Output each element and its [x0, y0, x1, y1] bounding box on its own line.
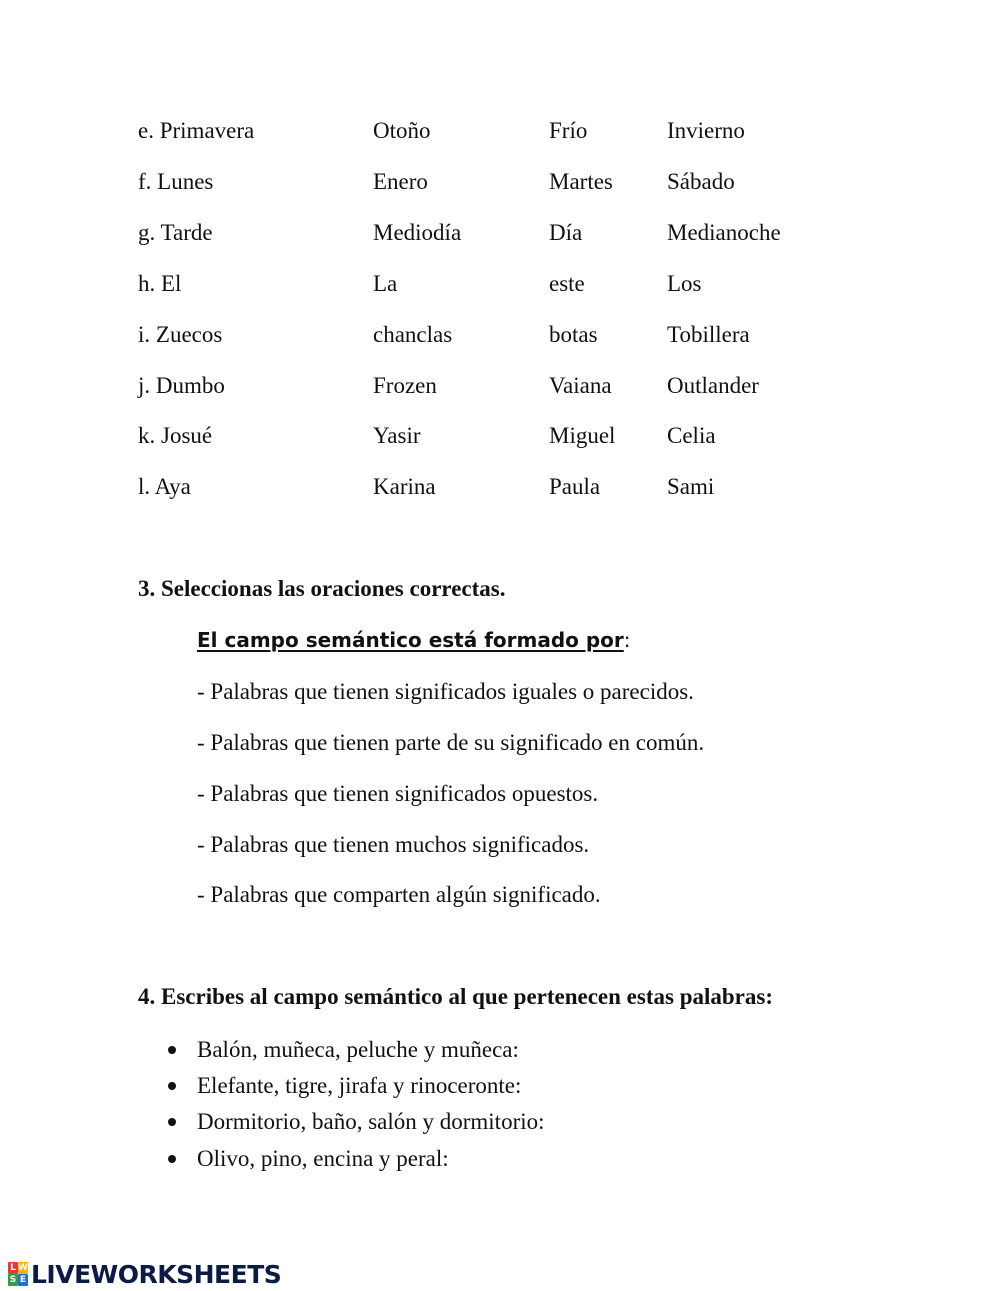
section-3-subtitle	[197, 625, 631, 655]
table-cell: l. Aya	[138, 474, 191, 499]
bullet-icon	[168, 1118, 176, 1126]
table-cell: i. Zuecos	[138, 322, 223, 347]
logo-mark-cell: S	[9, 1275, 17, 1285]
table-cell: Outlander	[667, 373, 759, 398]
logo-mark-cell: W	[18, 1263, 28, 1273]
table-cell: Yasir	[373, 423, 421, 448]
liveworksheets-logo[interactable]	[8, 1258, 281, 1290]
table-cell: Frío	[549, 118, 588, 143]
table-cell: chanclas	[373, 322, 453, 347]
table-cell: Sábado	[667, 169, 735, 194]
table-cell: j. Dumbo	[138, 373, 225, 398]
table-cell: Frozen	[373, 373, 437, 398]
table-row	[0, 216, 1000, 250]
table-row	[0, 165, 1000, 199]
table-cell: f. Lunes	[138, 169, 214, 194]
list-item-text: Dormitorio, baño, salón y dormitorio:	[197, 1109, 545, 1134]
table-cell: este	[549, 271, 585, 296]
table-cell: Los	[667, 271, 702, 296]
logo-mark-icon	[8, 1262, 28, 1286]
table-cell: Medianoche	[667, 220, 781, 245]
table-cell: Karina	[373, 474, 436, 499]
table-cell: Invierno	[667, 118, 745, 143]
table-cell: Otoño	[373, 118, 431, 143]
table-row	[0, 369, 1000, 403]
answer-option[interactable]: - Palabras que tienen significados opuestos.	[197, 781, 599, 806]
bullet-icon	[168, 1155, 176, 1163]
table-cell: Celia	[667, 423, 716, 448]
table-row	[0, 114, 1000, 148]
answer-option[interactable]: - Palabras que tienen parte de su significado en común.	[197, 730, 705, 755]
list-item-text: Olivo, pino, encina y peral:	[197, 1146, 449, 1171]
table-row	[0, 267, 1000, 301]
section-4-title: 4. Escribes al campo semántico al que pertenecen estas palabras:	[138, 984, 773, 1009]
answer-option[interactable]: - Palabras que tienen significados iguales o parecidos.	[197, 679, 694, 704]
bullet-icon	[168, 1082, 176, 1090]
table-row	[0, 470, 1000, 504]
table-cell: e. Primavera	[138, 118, 255, 143]
logo-mark-cell: L	[8, 1262, 18, 1274]
table-cell: Enero	[373, 169, 428, 194]
table-row	[0, 419, 1000, 453]
section-3-subtitle-colon: :	[623, 628, 631, 652]
answer-option[interactable]: - Palabras que comparten algún significado.	[197, 882, 601, 907]
logo-text: LIVEWORKSHEETS	[31, 1259, 282, 1289]
logo-mark-cell: E	[19, 1275, 27, 1285]
table-cell: g. Tarde	[138, 220, 213, 245]
table-cell: Paula	[549, 474, 601, 499]
table-cell: botas	[549, 322, 598, 347]
section-3-title: 3. Seleccionas las oraciones correctas.	[138, 576, 506, 601]
table-cell: La	[373, 271, 398, 296]
list-item-text: Elefante, tigre, jirafa y rinoceronte:	[197, 1073, 522, 1098]
table-cell: Tobillera	[667, 322, 750, 347]
answer-option[interactable]: - Palabras que tienen muchos significados.	[197, 832, 590, 857]
table-cell: Martes	[549, 169, 613, 194]
table-cell: Día	[549, 220, 583, 245]
section-3-subtitle-text: El campo semántico está formado por	[197, 628, 624, 652]
table-cell: k. Josué	[138, 423, 213, 448]
list-item-text: Balón, muñeca, peluche y muñeca:	[197, 1037, 519, 1062]
table-cell: Miguel	[549, 423, 616, 448]
table-cell: Vaiana	[549, 373, 612, 398]
table-row	[0, 318, 1000, 352]
bullet-icon	[168, 1046, 176, 1054]
table-cell: h. El	[138, 271, 182, 296]
table-cell: Mediodía	[373, 220, 462, 245]
table-cell: Sami	[667, 474, 715, 499]
